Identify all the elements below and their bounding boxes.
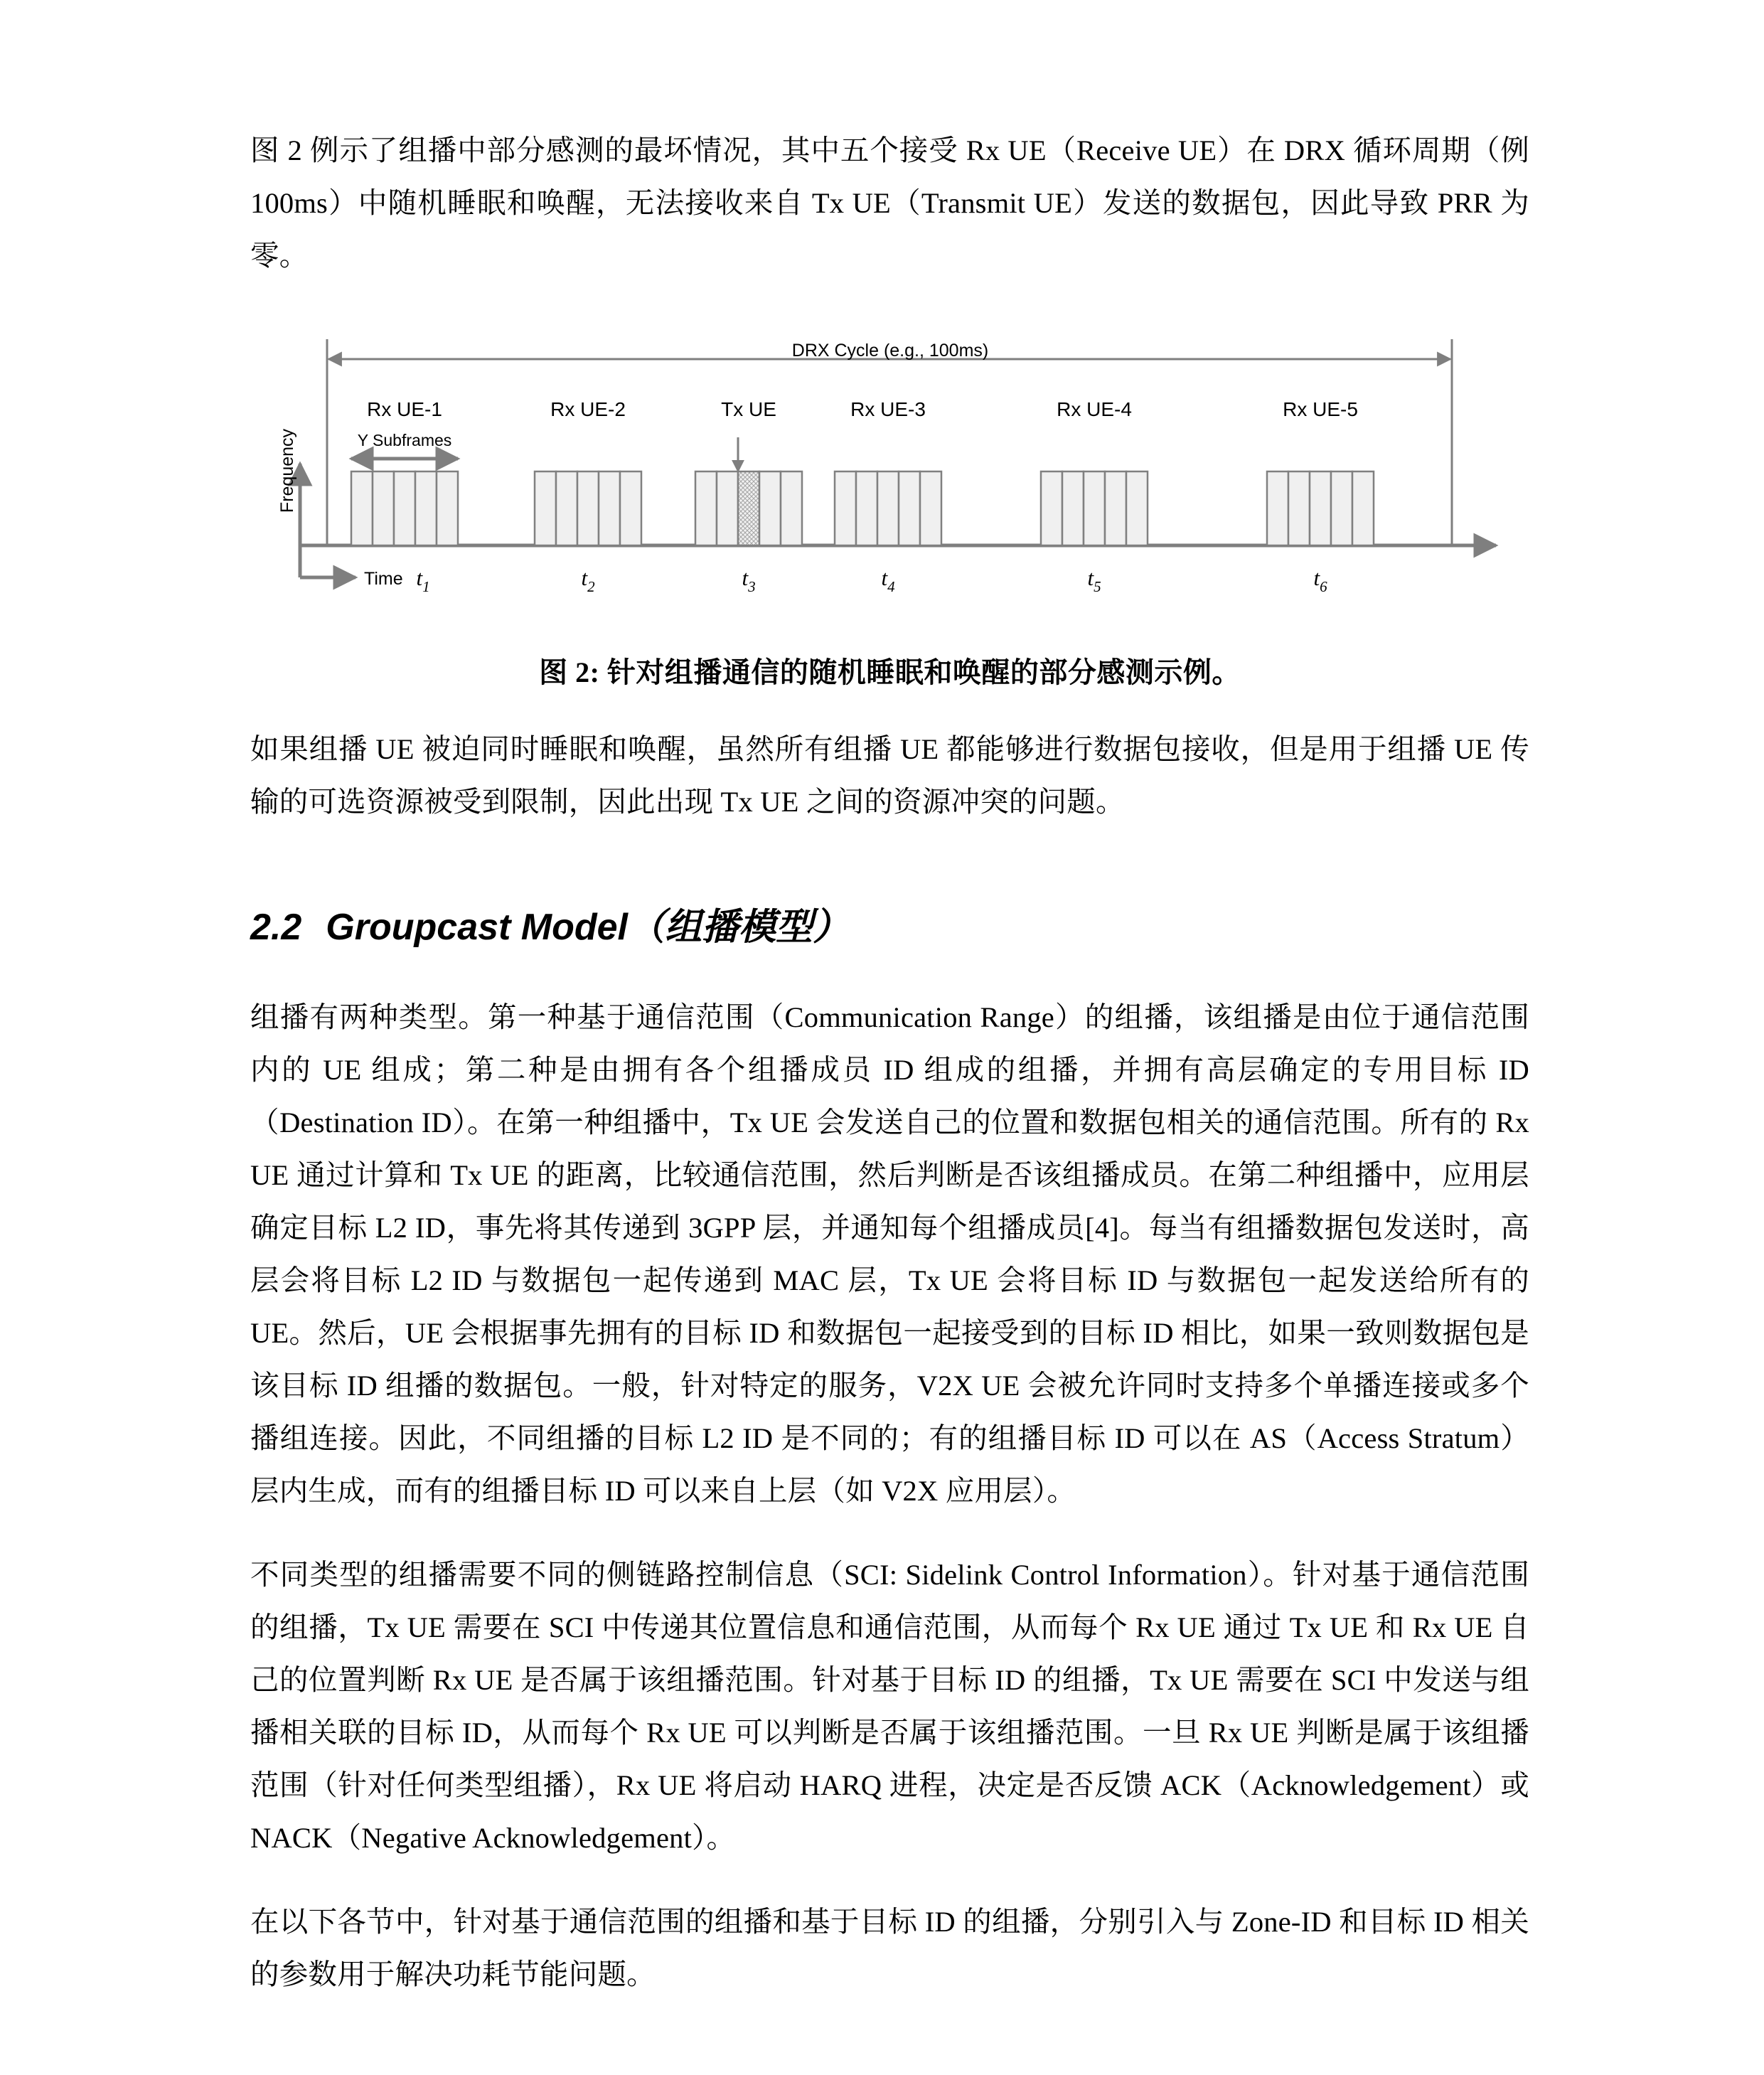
y-axis-label: Frequency [277, 428, 297, 513]
tick-label-t6: $t_6$ [1313, 565, 1327, 595]
drx-cycle-label: DRX Cycle (e.g., 100ms) [791, 341, 988, 361]
figure-2 [272, 332, 1509, 613]
group-label-rx-ue-3: Rx UE-3 [850, 398, 926, 420]
section-title-zh: （组播模型） [628, 907, 850, 948]
figure-2-caption: 图 2: 针对组播通信的随机睡眠和唤醒的部分感测示例。 [539, 656, 1241, 688]
tick-label-t1: $t_1$ [415, 565, 430, 595]
section-title-en: Groupcast Model [326, 907, 629, 948]
section-number: 2.2 [250, 907, 302, 948]
x-axis-label: Time [363, 569, 403, 589]
figure-2-container [250, 332, 1529, 613]
group-label-rx-ue-5: Rx UE-5 [1282, 398, 1358, 420]
group-label-rx-ue-4: Rx UE-4 [1056, 398, 1132, 420]
tick-label-t4: $t_4$ [880, 565, 895, 595]
section-heading-2-2 [250, 897, 1529, 950]
tick-label-t5: $t_5$ [1086, 565, 1101, 595]
paragraph-closing: 在以下各节中，针对基于通信范围的组播和基于目标 ID 的组播，分别引入与 Zone-ID 和目标 ID 相关的参数用于解决功耗节能问题。 [250, 1906, 1529, 1990]
paragraph-intro: 图 2 例示了组播中部分感测的最坏情况，其中五个接受 Rx UE（Receive UE）在 DRX 循环周期（例 100ms）中随机睡眠和唤醒，无法接收来自 Tx UE（Transmit UE）发送的数据包，因此导致 PRR 为零。 [250, 134, 1529, 272]
tick-label-t3: $t_3$ [741, 565, 756, 595]
paragraph-groupcast-types: 组播有两种类型。第一种基于通信范围（Communication Range）的组播，该组播是由位于通信范围内的 UE 组成；第二种是由拥有各个组播成员 ID 组成的组播，并拥有高层确定的专用目标 ID（Destination ID）。在第一种组播中，Tx UE 会发送自己的位置和数据包相关的通信范围。所有的 Rx UE 通过计算和 Tx UE 的距离，比较通信范围，然后判断是否该组播成员。在第二种组播中，应用层确定目标 L2 ID，事先将其传递到 3GPP 层，并通知每个组播成员[4]。每当有组播数据包发送时，高层会将目标 L2 ID 与数据包一起传递到 MAC 层，Tx UE 会将目标 ID 与数据包一起发送给所有的 UE。然后，UE 会根据事先拥有的目标 ID 和数据包一起接受到的目标 ID 相比，如果一致则数据包是该目标 ID 组播的数据包。一般，针对特定的服务，V2X UE 会被允许同时支持多个单播连接或多个播组连接。因此，不同组播的目标 L2 ID 是不同的；有的组播目标 ID 可以在 AS（Access Stratum）层内生成，而有的组播目标 ID 可以来自上层（如 V2X 应用层）。 [250, 1001, 1529, 1507]
drx-cycle-diagram [272, 332, 1509, 613]
group-label-tx-ue: Tx UE [720, 398, 776, 420]
paragraph-sci: 不同类型的组播需要不同的侧链路控制信息（SCI: Sidelink Control Information）。针对基于通信范围的组播，Tx UE 需要在 SCI 中传递其位置信息和通信范围，从而每个 Rx UE 通过 Tx UE 和 Rx UE 自己的位置判断 Rx UE 是否属于该组播范围。针对基于目标 ID 的组播，Tx UE 需要在 SCI 中发送与组播相关联的目标 ID，从而每个 Rx UE 可以判断是否属于该组播范围。一旦 Rx UE 判断是属于该组播范围（针对任何类型组播），Rx UE 将启动 HARQ 进程，决定是否反馈 ACK（Acknowledgement）或 NACK（Negative Acknowledgement）。 [250, 1559, 1529, 1854]
group-label-rx-ue-1: Rx UE-1 [366, 398, 442, 420]
y-subframes-label: Y Subframes [357, 431, 451, 449]
tick-label-t2: $t_2$ [580, 565, 595, 595]
paragraph-after-figure: 如果组播 UE 被迫同时睡眠和唤醒，虽然所有组播 UE 都能够进行数据包接收，但是用于组播 UE 传输的可选资源被受到限制，因此出现 Tx UE 之间的资源冲突的问题。 [250, 733, 1529, 818]
group-label-rx-ue-2: Rx UE-2 [550, 398, 626, 420]
